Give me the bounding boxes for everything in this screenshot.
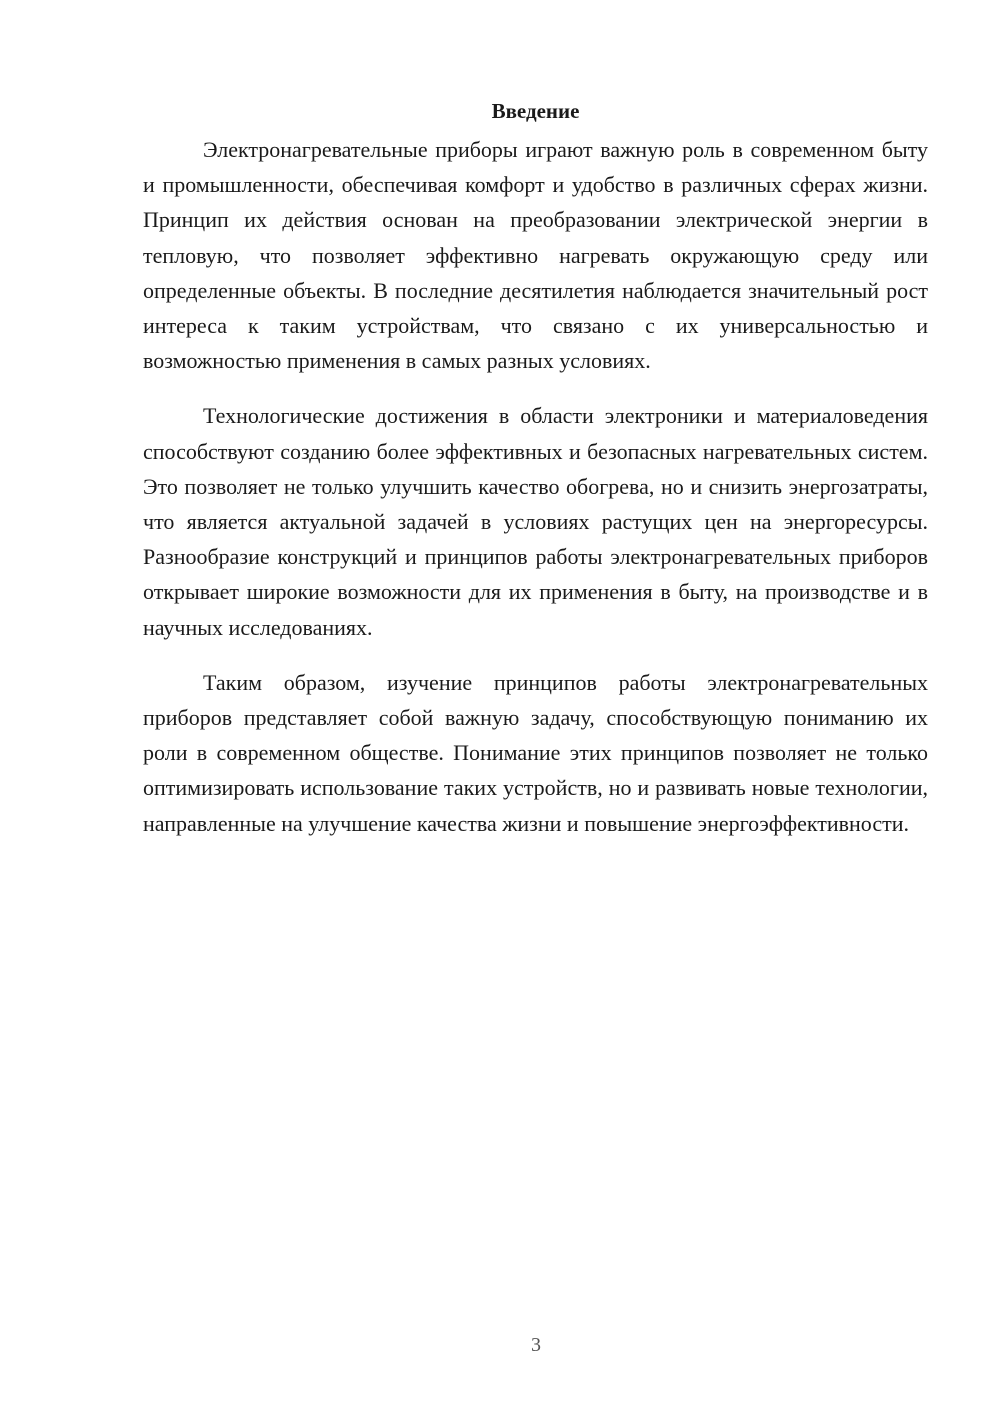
paragraph-2: Технологические достижения в области электроники и материаловедения способствуют созданию более эффективных и безопасных нагревательных систем. Это позволяет не только улучшить качество обогрева, но и снизить энергозатраты, что является актуальной задачей в условиях растущих цен на энергоресурсы. Разнообразие конструкций и принципов работы электронагревательных приборов открывает широкие возможности для их применения в быту, на производстве и в научных исследованиях. xyxy=(143,403,928,640)
page-number: 3 xyxy=(531,1334,541,1356)
paragraph-1: Электронагревательные приборы играют важную роль в современном быту и промышленности, обеспечивая комфорт и удобство в различных сферах жизни. Принцип их действия основан на преобразовании электрической энергии в тепловую, что позволяет эффективно нагревать окружающую среду или определенные объекты. В последние десятилетия наблюдается значительный рост интереса к таким устройствам, что связано с их универсальностью и возможностью применения в самых разных условиях. xyxy=(143,137,928,374)
section-heading: Введение xyxy=(491,99,580,123)
paragraph-3: Таким образом, изучение принципов работы электронагревательных приборов представляет собой важную задачу, способствующую пониманию их роли в современном обществе. Понимание этих принципов позволяет не только оптимизировать использование таких устройств, но и развивать новые технологии, направленные на улучшение качества жизни и повышение энергоэффективности. xyxy=(143,669,928,836)
document-body xyxy=(143,96,928,861)
